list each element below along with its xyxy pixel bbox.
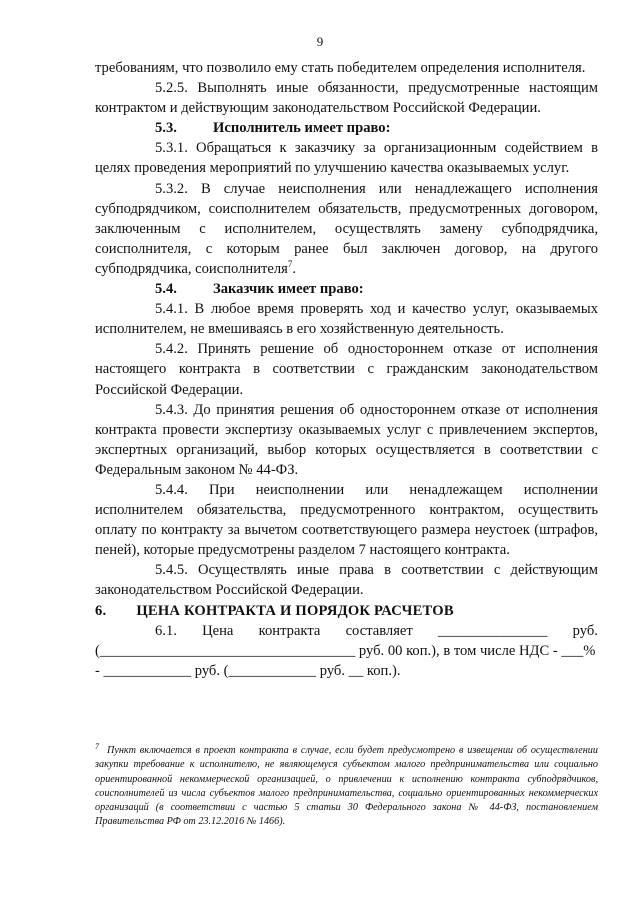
paragraph-5-4-4: 5.4.4. При неисполнении или ненадлежащем исполнении исполнителем обязательства, предусмотренного контрактом, осуществить оплату по контракту за вычетом соответствующего размера неустоек (штрафов, пеней), которые предусмотрены разделом 7 настоящего контракта. [95,481,598,559]
section-6-number: 6. [95,602,107,619]
heading-5-3 [95,118,598,138]
price-word-4: составляет [345,622,413,639]
document-body [95,58,598,681]
price-word-6: руб. [572,622,598,639]
price-line-1 [95,621,598,641]
paragraph-5-4-1: 5.4.1. В любое время проверять ход и качество услуг, оказываемых исполнителем, не вмешиваясь в его хозяйственную деятельность. [95,301,598,338]
price-word-2: Цена [202,622,234,639]
paragraph-continuation: требованиям, что позволило ему стать победителем определения исполнителя. [95,60,586,76]
heading-5-4-title: Заказчик имеет право: [213,281,364,298]
heading-5-3-title: Исполнитель имеет право: [213,120,391,137]
paragraph-5-3-2 [95,179,598,279]
paragraph-5-3-2-end: . [292,260,297,277]
heading-5-3-number: 5.3. [155,120,177,137]
paragraph-5-4-2: 5.4.2. Принять решение об одностороннем отказе от исполнения настоящего контракта в соответствии с гражданским законодательством Российской Федерации. [95,341,598,398]
heading-5-4 [95,279,598,299]
footnote-text: Пункт включается в проект контракта в случае, если будет предусмотрено в извещении об осуществлении закупки требование к исполнителю, не являющемуся субъектом малого предпринимательства или социально ориентированной некоммерческой организацией, о привлечении к исполнению контракта субподрядчиков, соисполнителей из числа субъектов малого предпринимательства, социально ориентированных некоммерческих организаций (в соответствии с частью 5 статьи 30 Федерального закона № 44-ФЗ, постановлением Правительства РФ от 23.12.2016 № 1466). [95,745,598,828]
section-6-title: ЦЕНА КОНТРАКТА И ПОРЯДОК РАСЧЕТОВ [136,602,454,619]
paragraph-5-3-1: 5.3.1. Обращаться к заказчику за организационным содействием в целях проведения мероприятий по улучшению качества оказываемых услуг. [95,140,598,177]
paragraph-5-2-5: 5.2.5. Выполнять иные обязанности, предусмотренные настоящим контрактом и действующим законодательством Российской Федерации. [95,80,598,117]
section-6-heading [95,601,598,621]
footnote-reference: 7 [287,259,293,270]
price-amount-blank: _______________ [438,622,548,639]
footnote-mark: 7 [95,741,99,751]
paragraph-5-4-3: 5.4.3. До принятия решения об одностороннем отказе от исполнения контракта провести экспертизу оказываемых услуг с привлечением экспертов, экспертных организаций, выбор которых осуществляется в соответствии с Федеральным законом № 44-ФЗ. [95,401,598,478]
footnote [95,741,598,830]
price-word-1: 6.1. [155,622,177,639]
paragraph-5-4-5: 5.4.5. Осуществлять иные права в соответствии с действующим законодательством Российской Федерации. [95,562,598,599]
page-number: 9 [316,34,324,49]
paragraph-5-3-2-text: 5.3.2. В случае неисполнения или ненадлежащего исполнения субподрядчиком, соисполнителем обязательств, предусмотренных договором, заключенным с исполнителем, осуществлять замену субподрядчика, соисполнителя, с которым ранее был заключен договор, на другого субподрядчика, соисполнителя [95,180,598,277]
price-word-3: контракта [258,622,321,639]
price-line-3: - ____________ руб. (____________ руб. __ коп.). [95,662,401,679]
price-line-2: (___________________________________ руб. 00 коп.), в том числе НДС - ___% [95,642,596,659]
heading-5-4-number: 5.4. [155,281,177,298]
